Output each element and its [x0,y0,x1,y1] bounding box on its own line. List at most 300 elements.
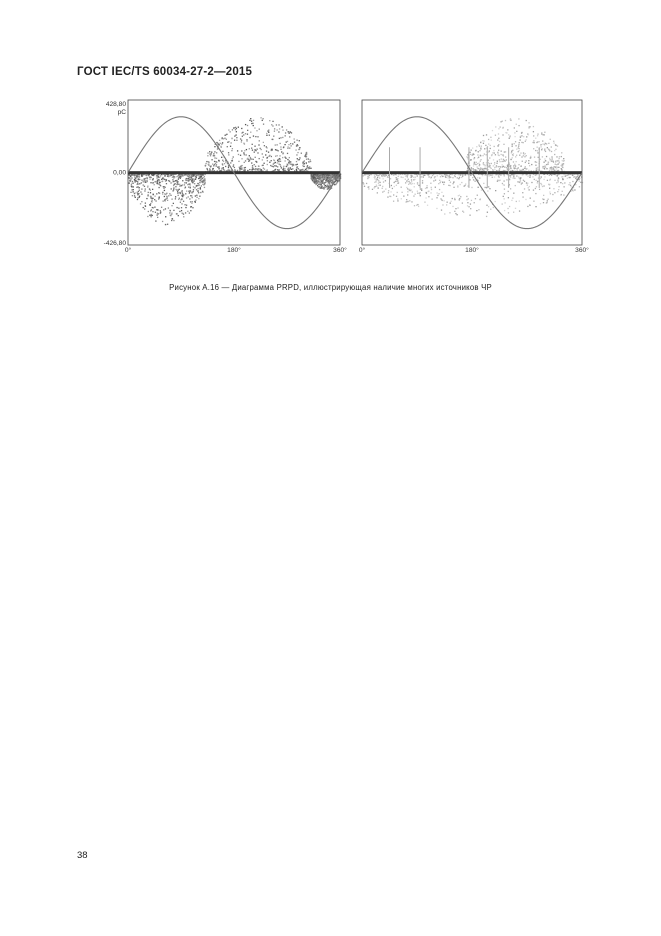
pd-point [173,176,174,177]
pd-point [528,163,529,164]
pd-point [483,140,484,141]
pd-point [296,169,297,170]
pd-point [221,157,222,158]
pd-point [419,192,420,193]
pd-point [507,129,508,130]
pd-point [464,185,465,186]
pd-point [277,162,278,163]
pd-point [378,180,379,181]
pd-point [336,182,337,183]
pd-point [159,180,160,181]
pd-point [144,178,145,179]
pd-point [158,176,159,177]
pd-point [173,181,174,182]
pd-point [249,120,250,121]
pd-point [204,187,205,188]
pd-point [456,214,457,215]
pd-point [288,133,289,134]
pd-point [510,120,511,121]
pd-point [450,185,451,186]
pd-point [138,178,139,179]
pd-point [558,186,559,187]
pd-point [426,185,427,186]
pd-point [494,162,495,163]
pd-point [179,175,180,176]
pd-point [527,184,528,185]
pd-point [431,198,432,199]
pd-point [463,212,464,213]
pd-point [295,164,296,165]
pd-point [181,207,182,208]
pd-point [241,168,242,169]
pd-point [533,148,534,149]
pd-point [133,186,134,187]
pd-point [518,118,519,119]
pd-point [280,161,281,162]
pd-point [301,153,302,154]
pd-point [443,195,444,196]
pd-point [393,201,394,202]
pd-point [546,202,547,203]
pd-point [152,189,153,190]
pd-point [245,154,246,155]
pd-point [282,137,283,138]
pd-point [181,210,182,211]
pd-point [485,165,486,166]
pd-point [202,180,203,181]
pd-point [514,164,515,165]
pd-point [144,208,145,209]
pd-point [565,175,566,176]
pd-point [152,179,153,180]
pd-point [397,198,398,199]
pd-point [555,167,556,168]
pd-point [176,184,177,185]
pd-point [511,159,512,160]
pd-point [491,175,492,176]
pd-point [488,162,489,163]
pd-point [545,143,546,144]
pd-point [234,167,235,168]
pd-point [540,183,541,184]
pd-point [519,139,520,140]
pd-point [534,179,535,180]
pd-point [509,179,510,180]
pd-point [562,183,563,184]
pd-point [571,186,572,187]
pd-point [397,180,398,181]
pd-point [195,176,196,177]
pd-point [175,198,176,199]
pd-point [472,168,473,169]
pd-point [156,175,157,176]
pd-point [544,165,545,166]
pd-point [481,146,482,147]
pd-point [178,199,179,200]
pd-point [377,192,378,193]
pd-point [498,175,499,176]
pd-point [197,183,198,184]
pd-point [422,180,423,181]
pd-point [298,159,299,160]
pd-point [526,168,527,169]
pd-point [454,199,455,200]
pd-point [165,179,166,180]
pd-point [213,168,214,169]
pd-point [435,180,436,181]
pd-point [152,175,153,176]
pd-point [475,198,476,199]
pd-point [415,177,416,178]
pd-point [285,135,286,136]
pd-point [200,176,201,177]
pd-point [160,185,161,186]
pd-point [254,151,255,152]
pd-cluster-1-2 [205,117,312,173]
pd-point [518,150,519,151]
pd-point [173,185,174,186]
pd-point [450,202,451,203]
pd-point [239,167,240,168]
pd-point [291,164,292,165]
pd-point [450,182,451,183]
pd-point [141,201,142,202]
pd-point [372,189,373,190]
pd-point [391,185,392,186]
pd-point [198,198,199,199]
pd-point [486,134,487,135]
pd-point [525,141,526,142]
pd-point [425,188,426,189]
pd-point [382,188,383,189]
pd-point [453,182,454,183]
pd-point [200,177,201,178]
pd-point [326,174,327,175]
pd-point [460,196,461,197]
pd-point [210,170,211,171]
pd-point [549,158,550,159]
pd-point [298,168,299,169]
pd-point [545,160,546,161]
pd-point [541,176,542,177]
pd-point [431,187,432,188]
pd-point [321,185,322,186]
pd-point [462,202,463,203]
pd-point [529,204,530,205]
pd-point [256,161,257,162]
pd-point [535,180,536,181]
pd-point [180,192,181,193]
pd-point [384,176,385,177]
pd-point [195,202,196,203]
pd-point [271,156,272,157]
pd-point [563,186,564,187]
pd-point [549,191,550,192]
pd-point [380,185,381,186]
pd-cluster-1-1 [128,174,206,226]
pd-point [544,132,545,133]
pd-point [130,192,131,193]
pd-point [143,184,144,185]
pd-point [561,156,562,157]
pd-point [471,200,472,201]
pd-point [277,150,278,151]
pd-point [576,177,577,178]
pd-point [462,175,463,176]
pd-point [164,190,165,191]
pd-point [527,206,528,207]
pd-point [245,124,246,125]
pd-point [448,185,449,186]
pd-point [383,181,384,182]
pd-point [145,180,146,181]
pd-point [434,177,435,178]
pd-point [290,161,291,162]
pd-point [150,196,151,197]
pd-point [183,201,184,202]
pd-point [162,200,163,201]
pd-point [381,175,382,176]
pd-point [499,161,500,162]
pd-point [149,204,150,205]
pd-point [189,178,190,179]
pd-point [442,200,443,201]
pd-point [387,176,388,177]
pd-point [249,137,250,138]
pd-point [388,192,389,193]
pd-point [450,177,451,178]
pd-point [284,144,285,145]
pd-point [478,163,479,164]
pd-point [478,168,479,169]
pd-point [269,120,270,121]
pd-point [550,139,551,140]
pd-point [272,139,273,140]
pd-point [206,161,207,162]
pd-point [512,197,513,198]
pd-point [256,130,257,131]
y-unit-label: pC [117,109,126,116]
pd-point [460,184,461,185]
pd-point [299,140,300,141]
pd-point [262,120,263,121]
pd-point [188,186,189,187]
pd-point [553,169,554,170]
pd-point [287,148,288,149]
pd-point [468,206,469,207]
pd-point [556,168,557,169]
pd-point [428,191,429,192]
pd-point [204,182,205,183]
pd-point [216,165,217,166]
pd-point [500,121,501,122]
pd-point [504,166,505,167]
pd-point [559,161,560,162]
pd-point [418,206,419,207]
pd-point [160,175,161,176]
pd-point [317,185,318,186]
pd-point [141,182,142,183]
pd-point [442,204,443,205]
pd-point [552,158,553,159]
pd-point [550,159,551,160]
pd-point [322,177,323,178]
pd-point [523,155,524,156]
pd-point [504,175,505,176]
pd-point [465,174,466,175]
pd-point [482,155,483,156]
pd-point [474,202,475,203]
pd-point [185,193,186,194]
pd-point [374,175,375,176]
pd-point [509,138,510,139]
pd-point [289,157,290,158]
pd-point [259,140,260,141]
pd-point [535,174,536,175]
pd-point [192,182,193,183]
pd-point [295,149,296,150]
pd-point [247,125,248,126]
pd-point [524,156,525,157]
pd-point [220,146,221,147]
pd-point [547,180,548,181]
pd-point [279,169,280,170]
pd-point [478,209,479,210]
pd-point [440,198,441,199]
pd-point [505,160,506,161]
pd-point [179,198,180,199]
pd-point [153,207,154,208]
pd-point [324,174,325,175]
pd-point [406,187,407,188]
pd-point [394,186,395,187]
pd-point [132,181,133,182]
pd-point [192,180,193,181]
pd-point [251,159,252,160]
pd-point [513,165,514,166]
pd-point [554,154,555,155]
pd-point [529,177,530,178]
pd-point [491,155,492,156]
pd-point [396,196,397,197]
pd-point [547,163,548,164]
pd-point [157,183,158,184]
pd-point [148,175,149,176]
pd-point [504,151,505,152]
pd-point [189,183,190,184]
pd-point [258,165,259,166]
pd-point [262,165,263,166]
pd-point [546,156,547,157]
pd-point [474,181,475,182]
pd-point [457,207,458,208]
pd-point [288,144,289,145]
pd-point [219,168,220,169]
pd-point [143,181,144,182]
pd-point [197,190,198,191]
pd-point [200,180,201,181]
pd-point [437,175,438,176]
pd-point [518,125,519,126]
pd-point [234,135,235,136]
pd-point [136,192,137,193]
pd-point [185,180,186,181]
pd-point [301,169,302,170]
pd-point [196,175,197,176]
pd-point [533,142,534,143]
pd-point [223,167,224,168]
pd-point [458,195,459,196]
pd-point [490,148,491,149]
pd-point [396,177,397,178]
pd-point [405,176,406,177]
pd-point [172,179,173,180]
pd-point [315,178,316,179]
pd-point [222,151,223,152]
pd-point [222,164,223,165]
pd-point [183,214,184,215]
pd-point [186,190,187,191]
pd-point [532,142,533,143]
pd-point [546,164,547,165]
pd-point [195,195,196,196]
pd-point [223,138,224,139]
pd-point [521,142,522,143]
pd-point [523,152,524,153]
pd-point [133,189,134,190]
pd-point [535,161,536,162]
pd-point [230,162,231,163]
pd-point [385,174,386,175]
pd-point [135,192,136,193]
pd-point [199,182,200,183]
pd-point [247,130,248,131]
pd-point [138,191,139,192]
pd-point [292,165,293,166]
pd-point [201,185,202,186]
pd-point [279,143,280,144]
pd-point [505,120,506,121]
pd-point [506,179,507,180]
pd-point [426,192,427,193]
pd-point [553,166,554,167]
pd-point [281,167,282,168]
pd-point [191,176,192,177]
x-tick-label: 0° [358,247,366,254]
pd-point [535,150,536,151]
pd-point [252,144,253,145]
pd-point [542,156,543,157]
pd-point [543,134,544,135]
pd-point [528,122,529,123]
pd-point [264,145,265,146]
pd-point [419,193,420,194]
pd-point [465,183,466,184]
pd-point [402,177,403,178]
pd-point [284,160,285,161]
pd-point [503,161,504,162]
pd-point [543,179,544,180]
pd-point [329,184,330,185]
pd-point [278,161,279,162]
pd-point [487,190,488,191]
pd-point [515,208,516,209]
pd-point [277,170,278,171]
pd-point [316,175,317,176]
pd-point [568,184,569,185]
pd-point [307,167,308,168]
pd-point [466,196,467,197]
